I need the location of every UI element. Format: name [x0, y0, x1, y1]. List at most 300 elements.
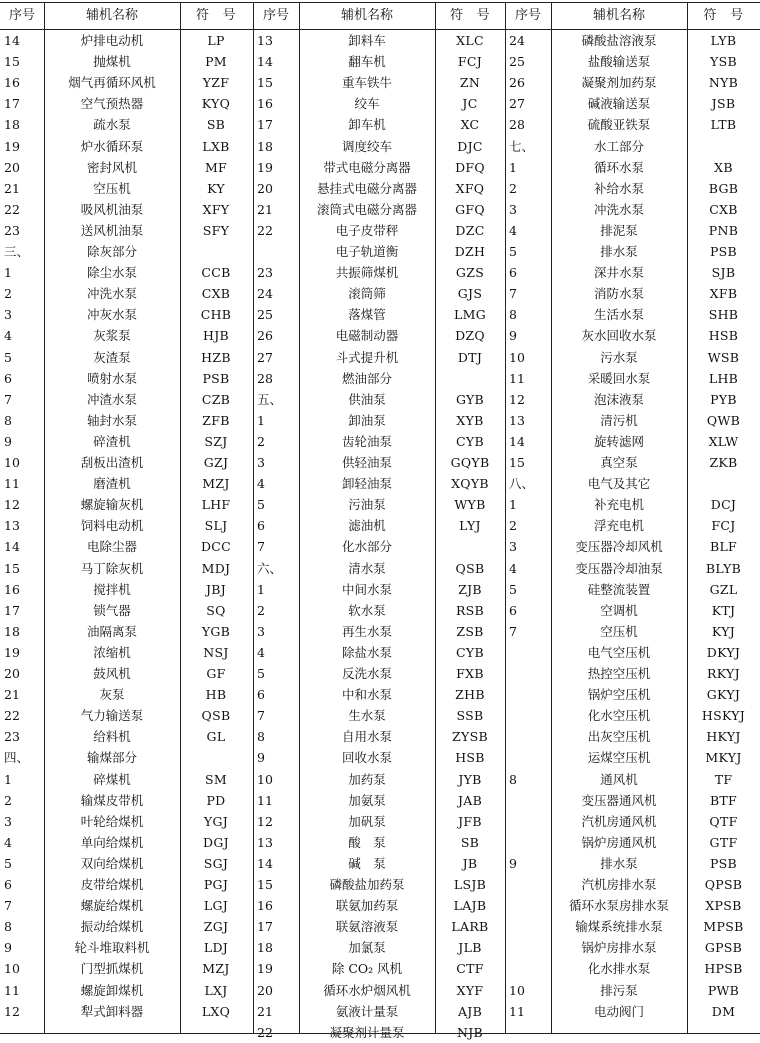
row-equipment-name: 螺旋卸煤机	[80, 982, 144, 998]
row-index: 14	[257, 855, 273, 871]
row-symbol-code: DKYJ	[706, 644, 741, 660]
row-index	[505, 726, 551, 747]
row-index: 20	[257, 180, 273, 196]
row-index: 17	[257, 117, 273, 133]
row-index	[505, 747, 551, 768]
row-symbol-code: LDJ	[203, 940, 229, 956]
table-row	[253, 853, 505, 874]
row-symbol-code: PNB	[708, 222, 739, 238]
row-equipment-name: 再生水泵	[341, 623, 392, 639]
row-index: 12	[257, 813, 273, 829]
table-row	[505, 452, 760, 473]
row-equipment-name: 电动阀门	[593, 1003, 644, 1019]
table-header-row	[505, 3, 760, 29]
row-index: 7	[257, 708, 265, 724]
row-index: 15	[257, 877, 273, 892]
row-symbol-code: JB	[462, 855, 478, 871]
row-index: 26	[509, 75, 525, 91]
row-equipment-name: 循环水泵	[593, 159, 644, 175]
row-index: 7	[509, 286, 517, 302]
row-symbol-code: LHF	[201, 497, 231, 513]
table-row	[505, 769, 760, 790]
row-symbol-code: GZL	[709, 581, 738, 597]
header-name: 辅机名称	[592, 8, 645, 23]
row-symbol-code: HPSB	[704, 961, 743, 977]
row-index: 六、	[257, 560, 283, 576]
row-equipment-name: 斗式提升机	[335, 349, 399, 365]
row-index: 21	[257, 201, 273, 217]
row-index: 1	[509, 497, 517, 513]
row-symbol-code: XFQ	[455, 180, 485, 196]
row-symbol-code: MDJ	[201, 560, 231, 576]
row-index: 5	[4, 855, 12, 871]
row-equipment-name: 烟气再循环风机	[68, 75, 156, 91]
row-equipment-name: 凝聚剂加药泵	[581, 75, 657, 91]
row-symbol-code: MZJ	[202, 476, 230, 492]
table-row	[0, 980, 252, 1001]
row-index	[253, 241, 299, 262]
row-symbol-code: LGJ	[203, 898, 229, 914]
row-index	[505, 832, 551, 853]
row-index: 27	[509, 96, 525, 112]
row-index: 8	[4, 919, 12, 935]
row-symbol-code: BTF	[709, 792, 738, 808]
row-index: 6	[509, 602, 517, 618]
row-index: 7	[4, 898, 12, 914]
table-row	[253, 114, 505, 135]
row-symbol-code: KYQ	[201, 96, 231, 112]
row-equipment-name: 输煤部分	[86, 750, 137, 766]
row-equipment-name: 冲灰水泵	[86, 307, 137, 323]
table-row	[253, 262, 505, 283]
row-index: 8	[257, 729, 265, 745]
row-symbol-code: YGJ	[203, 813, 229, 829]
row-symbol-code: DCJ	[710, 497, 737, 513]
row-equipment-name: 输煤系统排水泵	[575, 919, 663, 935]
table-row	[505, 178, 760, 199]
row-equipment-name: 滚筒式电磁分离器	[316, 201, 417, 217]
row-symbol-code: BGB	[708, 180, 739, 196]
table-row	[505, 853, 760, 874]
row-symbol-code: DM	[711, 1003, 736, 1019]
table-row	[505, 325, 760, 346]
row-equipment-name: 门型抓煤机	[80, 961, 144, 977]
row-symbol-code: PSB	[202, 370, 230, 386]
row-equipment-name: 卸车机	[348, 117, 386, 133]
table-row	[0, 199, 252, 220]
row-index	[505, 642, 551, 663]
row-equipment-name: 密封风机	[86, 159, 137, 175]
row-index: 七、	[509, 138, 535, 154]
row-equipment-name: 锅炉房排水泵	[581, 940, 657, 956]
table-row	[505, 916, 760, 937]
table-row	[253, 325, 505, 346]
row-equipment-name: 循环水炉烟风机	[323, 982, 411, 998]
table-row	[0, 726, 252, 747]
row-index: 三、	[4, 244, 30, 259]
row-symbol-code: MZJ	[202, 961, 230, 977]
table-row	[253, 832, 505, 853]
table-row	[505, 747, 760, 768]
table-row	[253, 579, 505, 600]
row-index: 10	[257, 771, 273, 787]
row-equipment-name: 磷酸盐溶液泵	[581, 33, 657, 48]
row-index: 23	[257, 265, 273, 281]
table-row	[505, 136, 760, 157]
row-index: 1	[509, 159, 517, 175]
row-equipment-name: 酸 泵	[348, 834, 386, 850]
row-index: 11	[4, 476, 20, 492]
row-index: 17	[4, 602, 20, 618]
table-row	[0, 853, 252, 874]
row-index: 21	[4, 687, 20, 703]
row-index: 3	[509, 201, 517, 217]
row-equipment-name: 生水泵	[348, 708, 386, 724]
row-equipment-name: 排水泵	[600, 244, 638, 259]
row-equipment-name: 清污机	[600, 412, 638, 428]
header-code: 符 号	[196, 8, 236, 23]
row-symbol-code: XYB	[456, 412, 484, 428]
table-row	[505, 579, 760, 600]
row-symbol-code: GF	[206, 666, 226, 681]
row-equipment-name: 共振筛煤机	[335, 265, 399, 281]
table-row	[0, 347, 252, 368]
table-row	[253, 93, 505, 114]
row-index: 26	[257, 328, 273, 344]
row-index: 6	[4, 877, 12, 892]
table-row	[505, 726, 760, 747]
row-symbol-code: SM	[205, 771, 227, 787]
table-row	[505, 790, 760, 811]
table-row	[253, 473, 505, 494]
row-index: 9	[4, 433, 12, 449]
row-index: 10	[509, 349, 525, 365]
row-index: 2	[257, 602, 265, 618]
row-symbol-code: FXB	[456, 666, 484, 681]
header-name: 辅机名称	[340, 8, 393, 23]
row-index: 5	[509, 244, 517, 259]
table-row	[505, 1001, 760, 1022]
row-equipment-name: 水工部分	[593, 138, 644, 154]
block-divider	[505, 2, 506, 1034]
row-equipment-name: 变压器冷却油泵	[575, 560, 663, 576]
table-row	[253, 811, 505, 832]
row-symbol-code: FCJ	[711, 518, 736, 534]
row-equipment-name: 氨液计量泵	[335, 1003, 399, 1019]
table-row	[0, 93, 252, 114]
row-equipment-name: 卸油泵	[348, 412, 386, 428]
row-symbol-code: HB	[205, 687, 227, 703]
table-row	[505, 262, 760, 283]
table-row	[505, 51, 760, 72]
table-row	[0, 72, 252, 93]
table-row	[0, 1001, 252, 1022]
table-row	[0, 452, 252, 473]
table-row	[0, 874, 252, 895]
row-symbol-code: NYB	[708, 75, 739, 91]
row-equipment-name: 除灰部分	[86, 244, 137, 259]
row-symbol-code: JYB	[458, 771, 482, 787]
row-index: 15	[4, 54, 20, 70]
table-row	[253, 621, 505, 642]
row-index: 4	[509, 560, 517, 576]
row-equipment-name: 污水泵	[600, 349, 638, 365]
row-equipment-name: 叶轮给煤机	[80, 813, 144, 829]
row-index: 12	[4, 497, 20, 513]
row-symbol-code: SB	[206, 117, 226, 133]
table-row	[253, 220, 505, 241]
header-code: 符 号	[450, 8, 490, 23]
row-equipment-name: 中和水泵	[341, 687, 392, 703]
row-index: 21	[257, 1003, 273, 1019]
row-equipment-name: 皮带给煤机	[80, 877, 144, 892]
table-row	[253, 347, 505, 368]
table-row	[253, 157, 505, 178]
row-equipment-name: 回收水泵	[341, 750, 392, 766]
row-equipment-name: 电气及其它	[587, 476, 651, 492]
column-divider	[299, 2, 300, 1034]
row-equipment-name: 搅拌机	[93, 581, 131, 597]
header-index: 序号	[262, 8, 289, 23]
row-symbol-code: CXB	[709, 201, 738, 217]
table-row	[253, 30, 505, 51]
row-symbol-code: LYB	[710, 33, 737, 48]
row-index: 八、	[509, 476, 535, 492]
row-symbol-code: XLC	[456, 33, 484, 48]
row-symbol-code: NSJ	[203, 644, 229, 660]
row-symbol-code: QSB	[455, 560, 485, 576]
row-equipment-name: 空压机	[93, 180, 131, 196]
row-equipment-name: 灰泵	[99, 687, 125, 703]
row-index: 9	[509, 328, 517, 344]
row-equipment-name: 运煤空压机	[587, 750, 651, 766]
row-symbol-code: DZH	[454, 244, 486, 259]
row-symbol-code: YSB	[710, 54, 737, 70]
row-index: 3	[257, 623, 265, 639]
row-equipment-name: 落煤管	[348, 307, 386, 323]
row-index: 6	[257, 518, 265, 534]
row-equipment-name: 卸料车	[348, 33, 386, 48]
row-symbol-code: XB	[714, 159, 733, 175]
row-symbol-code: LP	[207, 33, 225, 48]
row-equipment-name: 鼓风机	[93, 666, 131, 681]
row-symbol-code: DGJ	[203, 834, 229, 850]
row-symbol-code: ZSB	[456, 623, 484, 639]
table-row	[0, 220, 252, 241]
column-divider	[551, 2, 552, 1034]
table-row	[0, 389, 252, 410]
row-equipment-name: 螺旋输灰机	[80, 497, 144, 513]
row-equipment-name: 重车铁牛	[341, 75, 392, 91]
row-equipment-name: 碎煤机	[93, 771, 131, 787]
table-row	[505, 600, 760, 621]
table-row	[0, 642, 252, 663]
row-symbol-code: ZGJ	[203, 919, 229, 935]
row-symbol-code: LARB	[451, 919, 489, 935]
row-index: 4	[4, 834, 12, 850]
row-symbol-code: XFY	[202, 201, 230, 217]
row-equipment-name: 送风机油泵	[80, 222, 144, 238]
row-symbol-code: PSB	[709, 244, 738, 259]
bottom-rule	[0, 1033, 760, 1034]
table-row	[505, 705, 760, 726]
row-equipment-name: 化水部分	[341, 539, 392, 555]
table-row	[505, 72, 760, 93]
row-equipment-name: 消防水泵	[593, 286, 644, 302]
table-row	[253, 705, 505, 726]
row-equipment-name: 硫酸亚铁泵	[587, 117, 651, 133]
row-symbol-code: DZQ	[455, 328, 485, 344]
row-equipment-name: 汽机房排水泵	[581, 877, 657, 892]
row-symbol-code: HZB	[201, 349, 231, 365]
row-index: 4	[4, 328, 12, 344]
table-row	[0, 747, 252, 768]
table-row	[253, 980, 505, 1001]
row-equipment-name: 锅炉空压机	[587, 687, 651, 703]
row-equipment-name: 电磁制动器	[335, 328, 399, 344]
header-index: 序号	[8, 8, 35, 23]
row-index: 7	[257, 539, 265, 555]
table-row	[253, 895, 505, 916]
table-row	[253, 199, 505, 220]
table-row	[253, 389, 505, 410]
table-row	[253, 452, 505, 473]
row-index	[505, 895, 551, 916]
table-row	[253, 663, 505, 684]
row-symbol-code: DTJ	[457, 349, 483, 365]
column-divider	[44, 2, 45, 1034]
row-symbol-code: YGB	[201, 623, 231, 639]
row-equipment-name: 自用水泵	[341, 729, 392, 745]
table-row	[0, 705, 252, 726]
row-equipment-name: 汽机房通风机	[581, 813, 657, 829]
row-symbol-code: MPSB	[703, 919, 744, 935]
row-symbol-code: SJB	[711, 265, 736, 281]
row-index: 20	[257, 982, 273, 998]
row-equipment-name: 马丁除灰机	[80, 560, 144, 576]
row-symbol-code: XPSB	[705, 898, 742, 914]
row-symbol-code: KTJ	[711, 602, 736, 618]
table-row	[505, 93, 760, 114]
row-equipment-name: 燃油部分	[341, 370, 392, 386]
row-symbol-code: ZYSB	[452, 729, 488, 745]
row-equipment-name: 化水排水泵	[587, 961, 651, 977]
row-index: 9	[509, 855, 517, 871]
row-equipment-name: 加氨泵	[348, 792, 386, 808]
table-row	[505, 937, 760, 958]
row-equipment-name: 输煤皮带机	[80, 792, 144, 808]
row-index: 1	[4, 771, 12, 787]
row-equipment-name: 卸轻油泵	[341, 476, 392, 492]
table-row	[0, 558, 252, 579]
table-row	[253, 494, 505, 515]
table-row	[253, 304, 505, 325]
row-symbol-code: CHB	[200, 307, 232, 323]
row-index	[505, 958, 551, 979]
row-index: 5	[257, 666, 265, 681]
row-equipment-name: 齿轮油泵	[341, 433, 392, 449]
header-name: 辅机名称	[85, 8, 138, 23]
row-index: 11	[4, 982, 20, 998]
row-symbol-code: DFQ	[455, 159, 485, 175]
row-index: 6	[4, 370, 12, 386]
row-index: 18	[257, 940, 273, 956]
row-equipment-name: 油隔离泵	[86, 623, 137, 639]
row-equipment-name: 浮充电机	[593, 518, 644, 534]
row-index: 22	[4, 201, 20, 217]
row-symbol-code: SSB	[456, 708, 484, 724]
row-equipment-name: 绞车	[354, 96, 380, 112]
row-symbol-code: HKYJ	[706, 729, 741, 745]
table-row	[505, 684, 760, 705]
row-symbol-code: GTF	[709, 834, 738, 850]
table-row	[253, 410, 505, 431]
row-symbol-code: PGJ	[203, 877, 229, 892]
row-index: 16	[257, 898, 273, 914]
row-index: 10	[4, 961, 20, 977]
table-row	[505, 368, 760, 389]
row-symbol-code: GKYJ	[706, 687, 741, 703]
row-index: 15	[4, 560, 20, 576]
row-symbol-code: JBJ	[205, 581, 227, 597]
row-equipment-name: 排污泵	[600, 982, 638, 998]
row-index: 14	[4, 33, 20, 48]
row-symbol-code: JC	[462, 96, 478, 112]
row-symbol-code: DZC	[455, 222, 485, 238]
row-index	[505, 874, 551, 895]
row-index: 7	[4, 391, 12, 407]
row-symbol-code: ZJB	[458, 581, 482, 597]
row-symbol-code: MKYJ	[705, 750, 742, 766]
row-symbol-code: TF	[714, 771, 733, 787]
row-symbol-code: CYB	[456, 644, 484, 660]
table-row	[253, 600, 505, 621]
row-index: 27	[257, 349, 273, 365]
row-index: 五、	[257, 391, 283, 407]
row-symbol-code: AJB	[457, 1003, 483, 1019]
row-symbol-code: HSB	[708, 328, 739, 344]
row-symbol-code	[180, 747, 252, 768]
table-row	[0, 136, 252, 157]
row-symbol-code: SFY	[202, 222, 230, 238]
row-symbol-code: QTF	[709, 813, 738, 829]
row-index: 1	[4, 265, 12, 281]
column-divider	[435, 2, 436, 1034]
row-symbol-code: LMG	[454, 307, 486, 323]
table-row	[505, 558, 760, 579]
row-symbol-code: CYB	[456, 433, 484, 449]
row-symbol-code: GZS	[455, 265, 485, 281]
row-symbol-code: ZHB	[455, 687, 485, 703]
row-symbol-code: CXB	[201, 286, 231, 302]
table-column-1	[0, 0, 252, 1035]
row-symbol-code: CTF	[456, 961, 484, 977]
row-symbol-code: SZJ	[204, 433, 228, 449]
row-index: 24	[257, 286, 273, 302]
table-row	[505, 241, 760, 262]
row-index: 8	[509, 307, 517, 323]
row-equipment-name: 吸风机油泵	[80, 201, 144, 217]
row-symbol-code: HSB	[455, 750, 485, 766]
row-index: 4	[509, 222, 517, 238]
row-index: 13	[257, 834, 273, 850]
row-equipment-name: 刮板出渣机	[80, 455, 144, 470]
row-symbol-code: BLF	[709, 539, 738, 555]
row-symbol-code: LXJ	[204, 982, 228, 998]
row-equipment-name: 空调机	[600, 602, 638, 618]
row-index: 11	[509, 370, 525, 386]
row-equipment-name: 中间水泵	[341, 581, 392, 597]
